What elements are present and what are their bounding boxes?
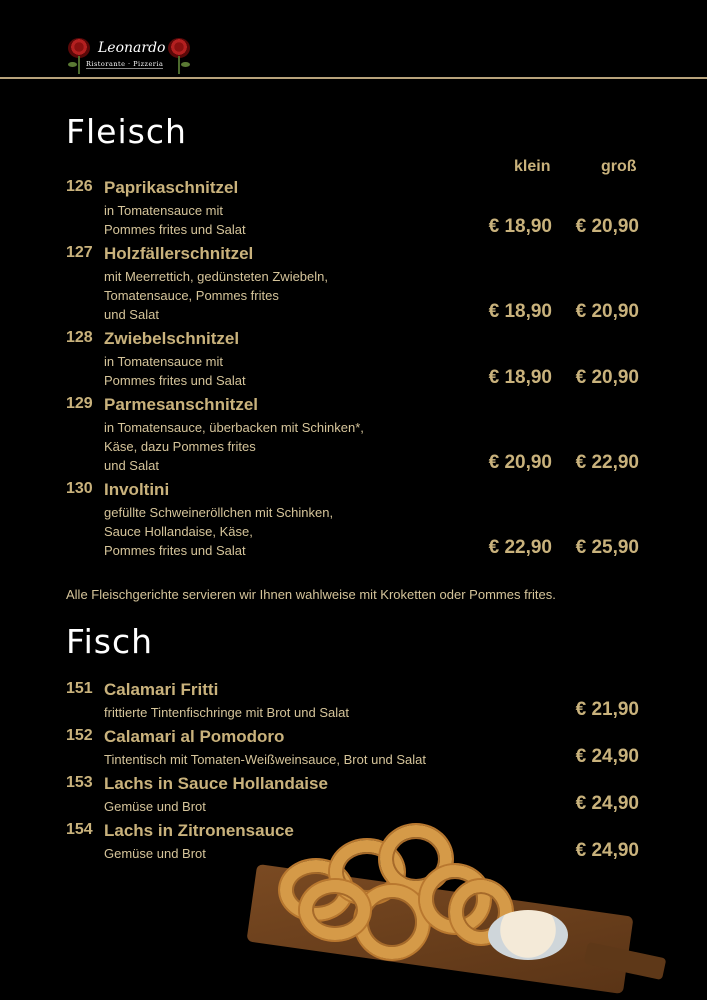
price: € 21,90: [575, 699, 639, 720]
item-name: Holzfällerschnitzel: [104, 244, 254, 263]
item-number: 130: [66, 480, 93, 497]
price-large: € 20,90: [575, 301, 639, 322]
item-description: Gemüse und Brot: [104, 799, 206, 814]
item-description: Tintentisch mit Tomaten-Weißweinsauce, Brot und Salat: [104, 752, 427, 767]
description-line: und Salat: [104, 458, 159, 473]
price-large: € 22,90: [575, 452, 639, 473]
description-line: Käse, dazu Pommes frites: [104, 439, 256, 454]
dip-bowl: [488, 910, 568, 960]
item-description: Gemüse und Brot: [104, 846, 206, 861]
restaurant-logo: [64, 36, 194, 76]
item-number: 126: [66, 178, 93, 195]
item-description: [104, 201, 484, 239]
column-header-small: klein: [514, 158, 551, 175]
description-line: gefüllte Schweineröllchen mit Schinken,: [104, 505, 334, 520]
item-name: Involtini: [104, 480, 170, 499]
header-divider: [0, 77, 707, 79]
price-small: € 18,90: [488, 301, 552, 322]
description-line: Sauce Hollandaise, Käse,: [104, 524, 253, 539]
item-number: 154: [66, 821, 93, 838]
item-number: 152: [66, 727, 93, 744]
meat-note: Alle Fleischgerichte servieren wir Ihnen wahlweise mit Kroketten oder Pommes frites.: [66, 587, 556, 602]
item-number: 129: [66, 395, 93, 412]
item-description: [104, 503, 484, 560]
description-line: in Tomatensauce mit: [104, 203, 223, 218]
section-title-fisch: Fisch: [66, 622, 154, 661]
price-large: € 20,90: [575, 216, 639, 237]
item-description: frittierte Tintenfischringe mit Brot und Salat: [104, 705, 349, 720]
item-description: [104, 267, 484, 324]
price-large: € 25,90: [575, 537, 639, 558]
item-name: Lachs in Zitronensauce: [104, 821, 294, 840]
description-line: und Salat: [104, 307, 159, 322]
description-line: Pommes frites und Salat: [104, 222, 246, 237]
description-line: mit Meerrettich, gedünsteten Zwiebeln,: [104, 269, 328, 284]
item-name: Calamari al Pomodoro: [104, 727, 285, 746]
item-name: Parmesanschnitzel: [104, 395, 259, 414]
price-small: € 22,90: [488, 537, 552, 558]
item-number: 151: [66, 680, 93, 697]
rose-icon: [68, 38, 90, 58]
item-number: 127: [66, 244, 93, 261]
item-name: Zwiebelschnitzel: [104, 329, 240, 348]
logo-name: Leonardo: [98, 40, 166, 56]
column-header-large: groß: [601, 158, 637, 175]
price-small: € 18,90: [488, 216, 552, 237]
description-line: Pommes frites und Salat: [104, 543, 246, 558]
description-line: Pommes frites und Salat: [104, 373, 246, 388]
item-description: [104, 418, 484, 475]
rose-icon: [168, 38, 190, 58]
price-large: € 20,90: [575, 367, 639, 388]
section-title-fleisch: Fleisch: [66, 112, 187, 151]
price: € 24,90: [575, 840, 639, 861]
price-small: € 18,90: [488, 367, 552, 388]
item-number: 153: [66, 774, 93, 791]
description-line: in Tomatensauce mit: [104, 354, 223, 369]
item-name: Paprikaschnitzel: [104, 178, 239, 197]
price: € 24,90: [575, 793, 639, 814]
calamari-photo: [240, 820, 670, 1000]
item-description: [104, 352, 484, 390]
description-line: in Tomatensauce, überbacken mit Schinken*,: [104, 420, 364, 435]
item-name: Lachs in Sauce Hollandaise: [104, 774, 328, 793]
price: € 24,90: [575, 746, 639, 767]
description-line: Tomatensauce, Pommes frites: [104, 288, 279, 303]
item-number: 128: [66, 329, 93, 346]
item-name: Calamari Fritti: [104, 680, 219, 699]
price-small: € 20,90: [488, 452, 552, 473]
logo-subtitle: Ristorante · Pizzeria: [86, 60, 164, 68]
